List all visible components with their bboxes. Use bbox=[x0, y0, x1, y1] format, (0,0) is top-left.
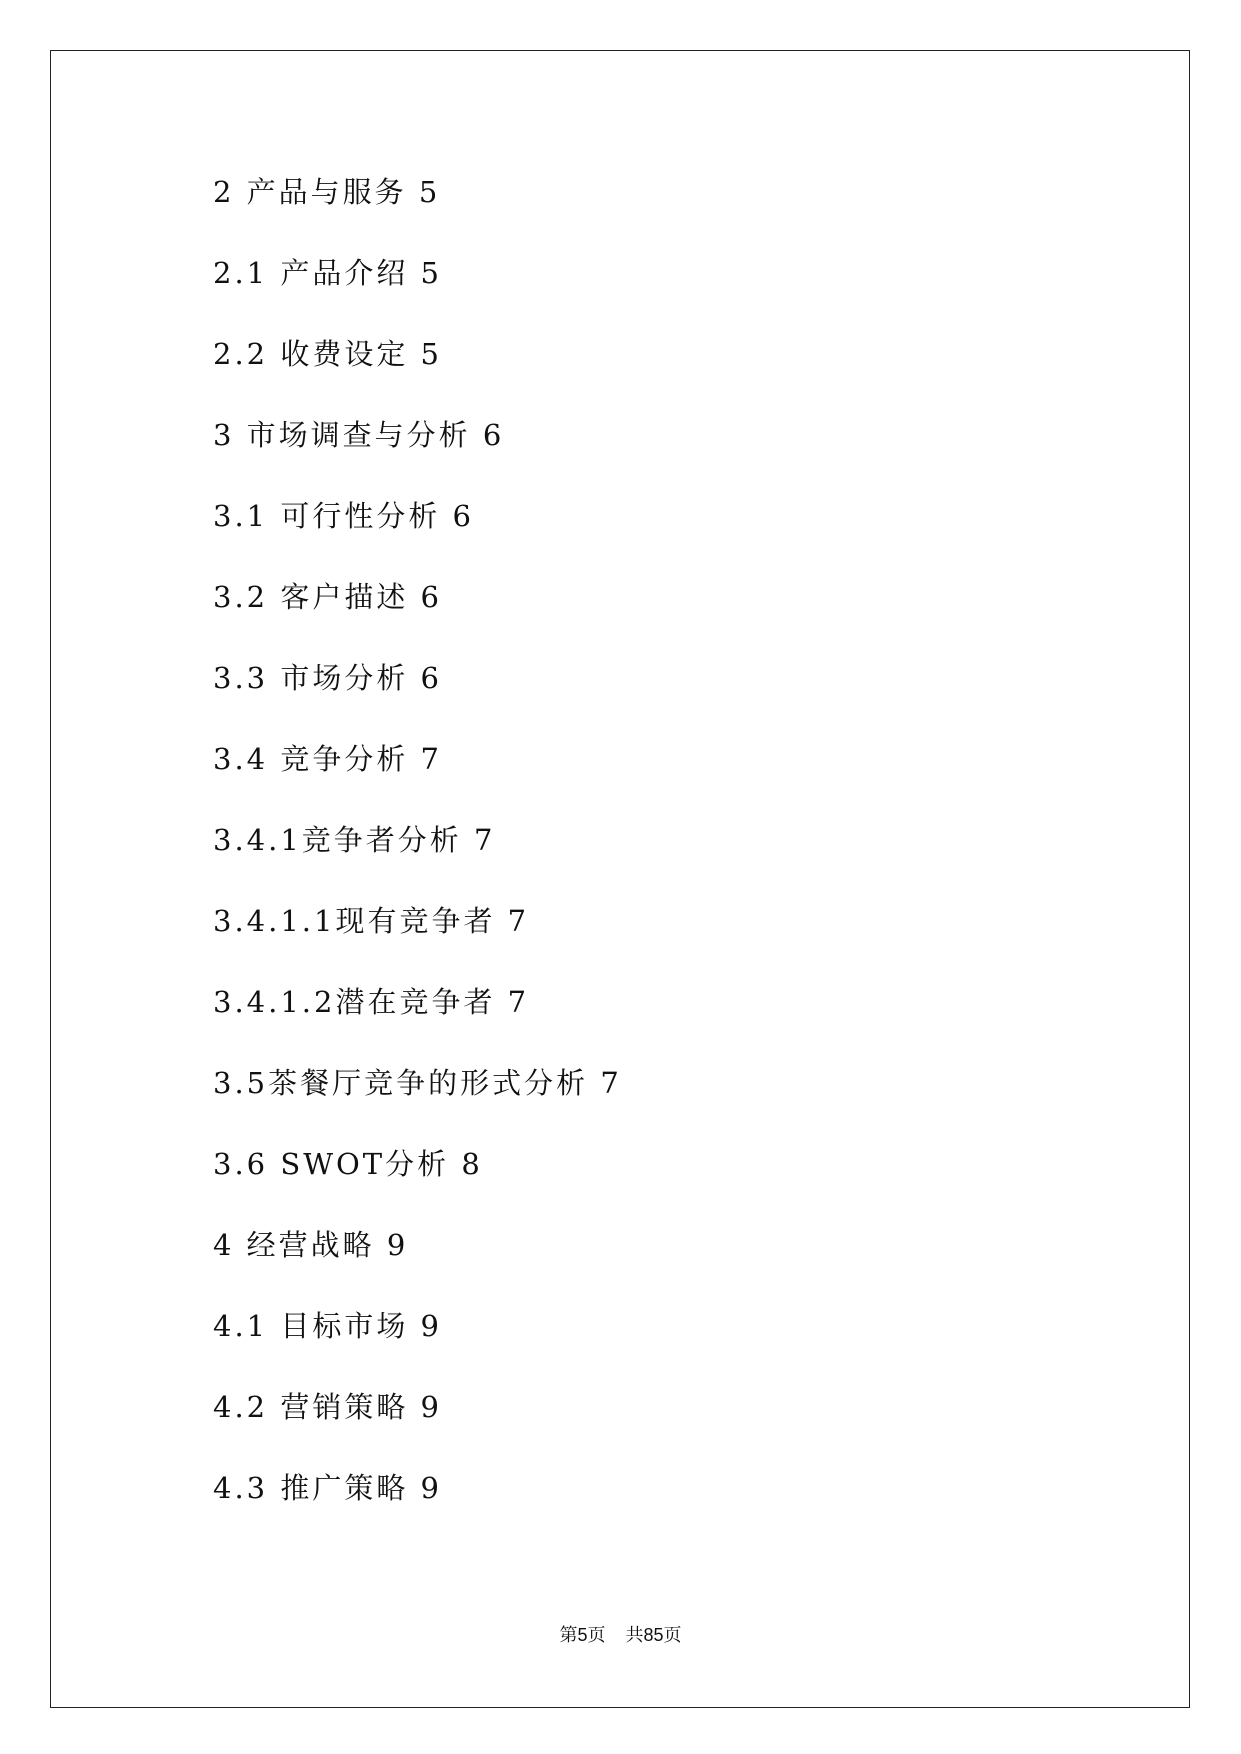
page-number-footer: 第5页 共85页 bbox=[559, 1625, 682, 1645]
toc-entry: 4.2 营销策略 9 bbox=[213, 1390, 443, 1424]
toc-entry: 3.1 可行性分析 6 bbox=[213, 499, 475, 533]
toc-entry: 3.4 竞争分析 7 bbox=[213, 742, 443, 776]
toc-entry: 3 市场调查与分析 6 bbox=[213, 418, 505, 452]
toc-entry: 3.4.1竞争者分析 7 bbox=[213, 823, 496, 857]
toc-entry: 4.3 推广策略 9 bbox=[213, 1471, 443, 1505]
toc-entry: 3.4.1.1现有竞争者 7 bbox=[213, 904, 530, 938]
toc-entry: 2 产品与服务 5 bbox=[213, 175, 441, 209]
toc-entry: 2.1 产品介绍 5 bbox=[213, 256, 443, 290]
toc-entry: 2.2 收费设定 5 bbox=[213, 337, 443, 371]
toc-entry: 3.2 客户描述 6 bbox=[213, 580, 443, 614]
page-border bbox=[50, 50, 1190, 1708]
toc-entry: 4 经营战略 9 bbox=[213, 1228, 409, 1262]
toc-entry: 4.1 目标市场 9 bbox=[213, 1309, 443, 1343]
toc-entry: 3.5茶餐厅竞争的形式分析 7 bbox=[213, 1066, 622, 1100]
toc-entry: 3.6 SWOT分析 8 bbox=[213, 1147, 483, 1181]
toc-entry: 3.4.1.2潜在竞争者 7 bbox=[213, 985, 530, 1019]
toc-entry: 3.3 市场分析 6 bbox=[213, 661, 443, 695]
